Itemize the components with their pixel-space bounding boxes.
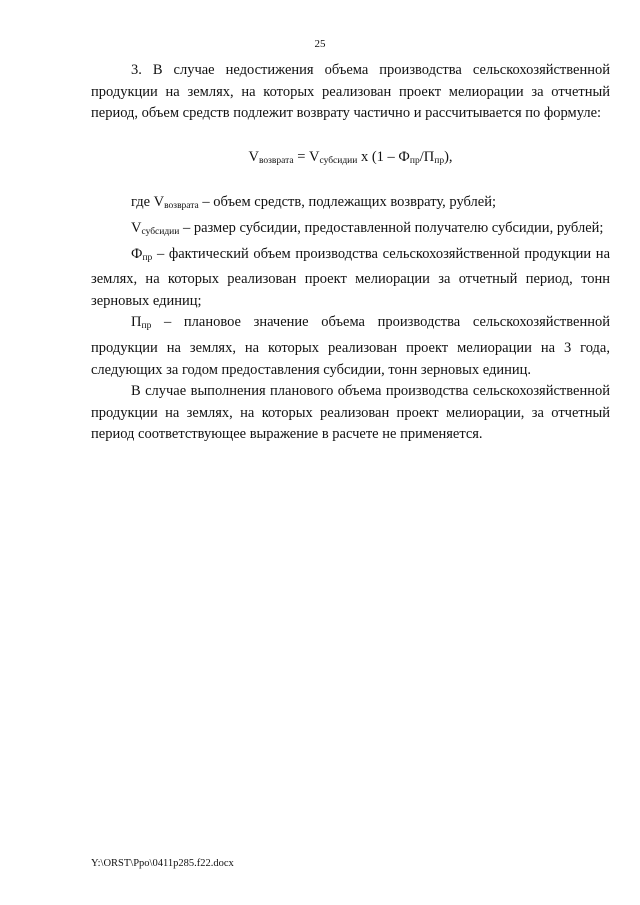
subsidy-sub: субсидии	[141, 226, 180, 237]
intro-paragraph: 3. В случае недостижения объема производства сельскохозяйственной продукции на землях, на которых реализован проект мелиорации за отчетный период, объем средств подлежит возврату частично и рассчитывается по формуле:	[91, 62, 610, 122]
f-definition	[91, 244, 610, 313]
where-paragraph	[91, 192, 610, 218]
f-sub: пр	[142, 252, 153, 263]
formula-slash: /П	[419, 148, 435, 165]
formula-mult: х (1 – Ф	[357, 148, 410, 165]
p-definition	[91, 312, 610, 381]
f-symbol: Ф	[131, 245, 143, 262]
p-symbol: П	[131, 314, 142, 331]
subsidy-text: – размер субсидии, предоставленной получателю субсидии, рублей;	[179, 219, 604, 236]
subsidy-definition	[91, 218, 610, 244]
formula-sub-p: пр	[434, 155, 445, 166]
page-number: 25	[314, 38, 326, 50]
p-text: – плановое значение объема производства сельскохозяйственной продукции на землях, на которых реализован проект мелиорации на 3 года, следующих за годом предоставления субсидии, тонн зерновых единиц.	[91, 314, 610, 378]
formula-end: ),	[444, 148, 453, 165]
p-sub: пр	[141, 321, 152, 332]
formula-eq: =	[293, 148, 309, 165]
formula-sub-subsidy: субсидии	[319, 155, 358, 166]
document-body	[91, 60, 610, 446]
subsidy-symbol: V	[131, 219, 142, 236]
where-sub: возврата	[164, 201, 199, 212]
formula-v: V	[248, 148, 259, 165]
where-prefix: где V	[131, 194, 165, 211]
file-path-footer: Y:\ORST\Ppo\0411p285.f22.docx	[91, 858, 234, 869]
closing-paragraph: В случае выполнения планового объема производства сельскохозяйственной продукции на землях, на которых реализован проект мелиорации, за отчетный период соответствующее выражение в расчете не применяется.	[91, 383, 610, 443]
formula	[91, 147, 610, 173]
f-text: – фактический объем производства сельскохозяйственной продукции на землях, на которых реализован проект мелиорации за отчетный период, тонн зерновых единиц;	[91, 245, 610, 309]
where-text: – объем средств, подлежащих возврату, рублей;	[198, 194, 497, 211]
formula-sub-return: возврата	[258, 155, 294, 166]
formula-sub-f: пр	[409, 155, 420, 166]
formula-v2: V	[309, 148, 320, 165]
